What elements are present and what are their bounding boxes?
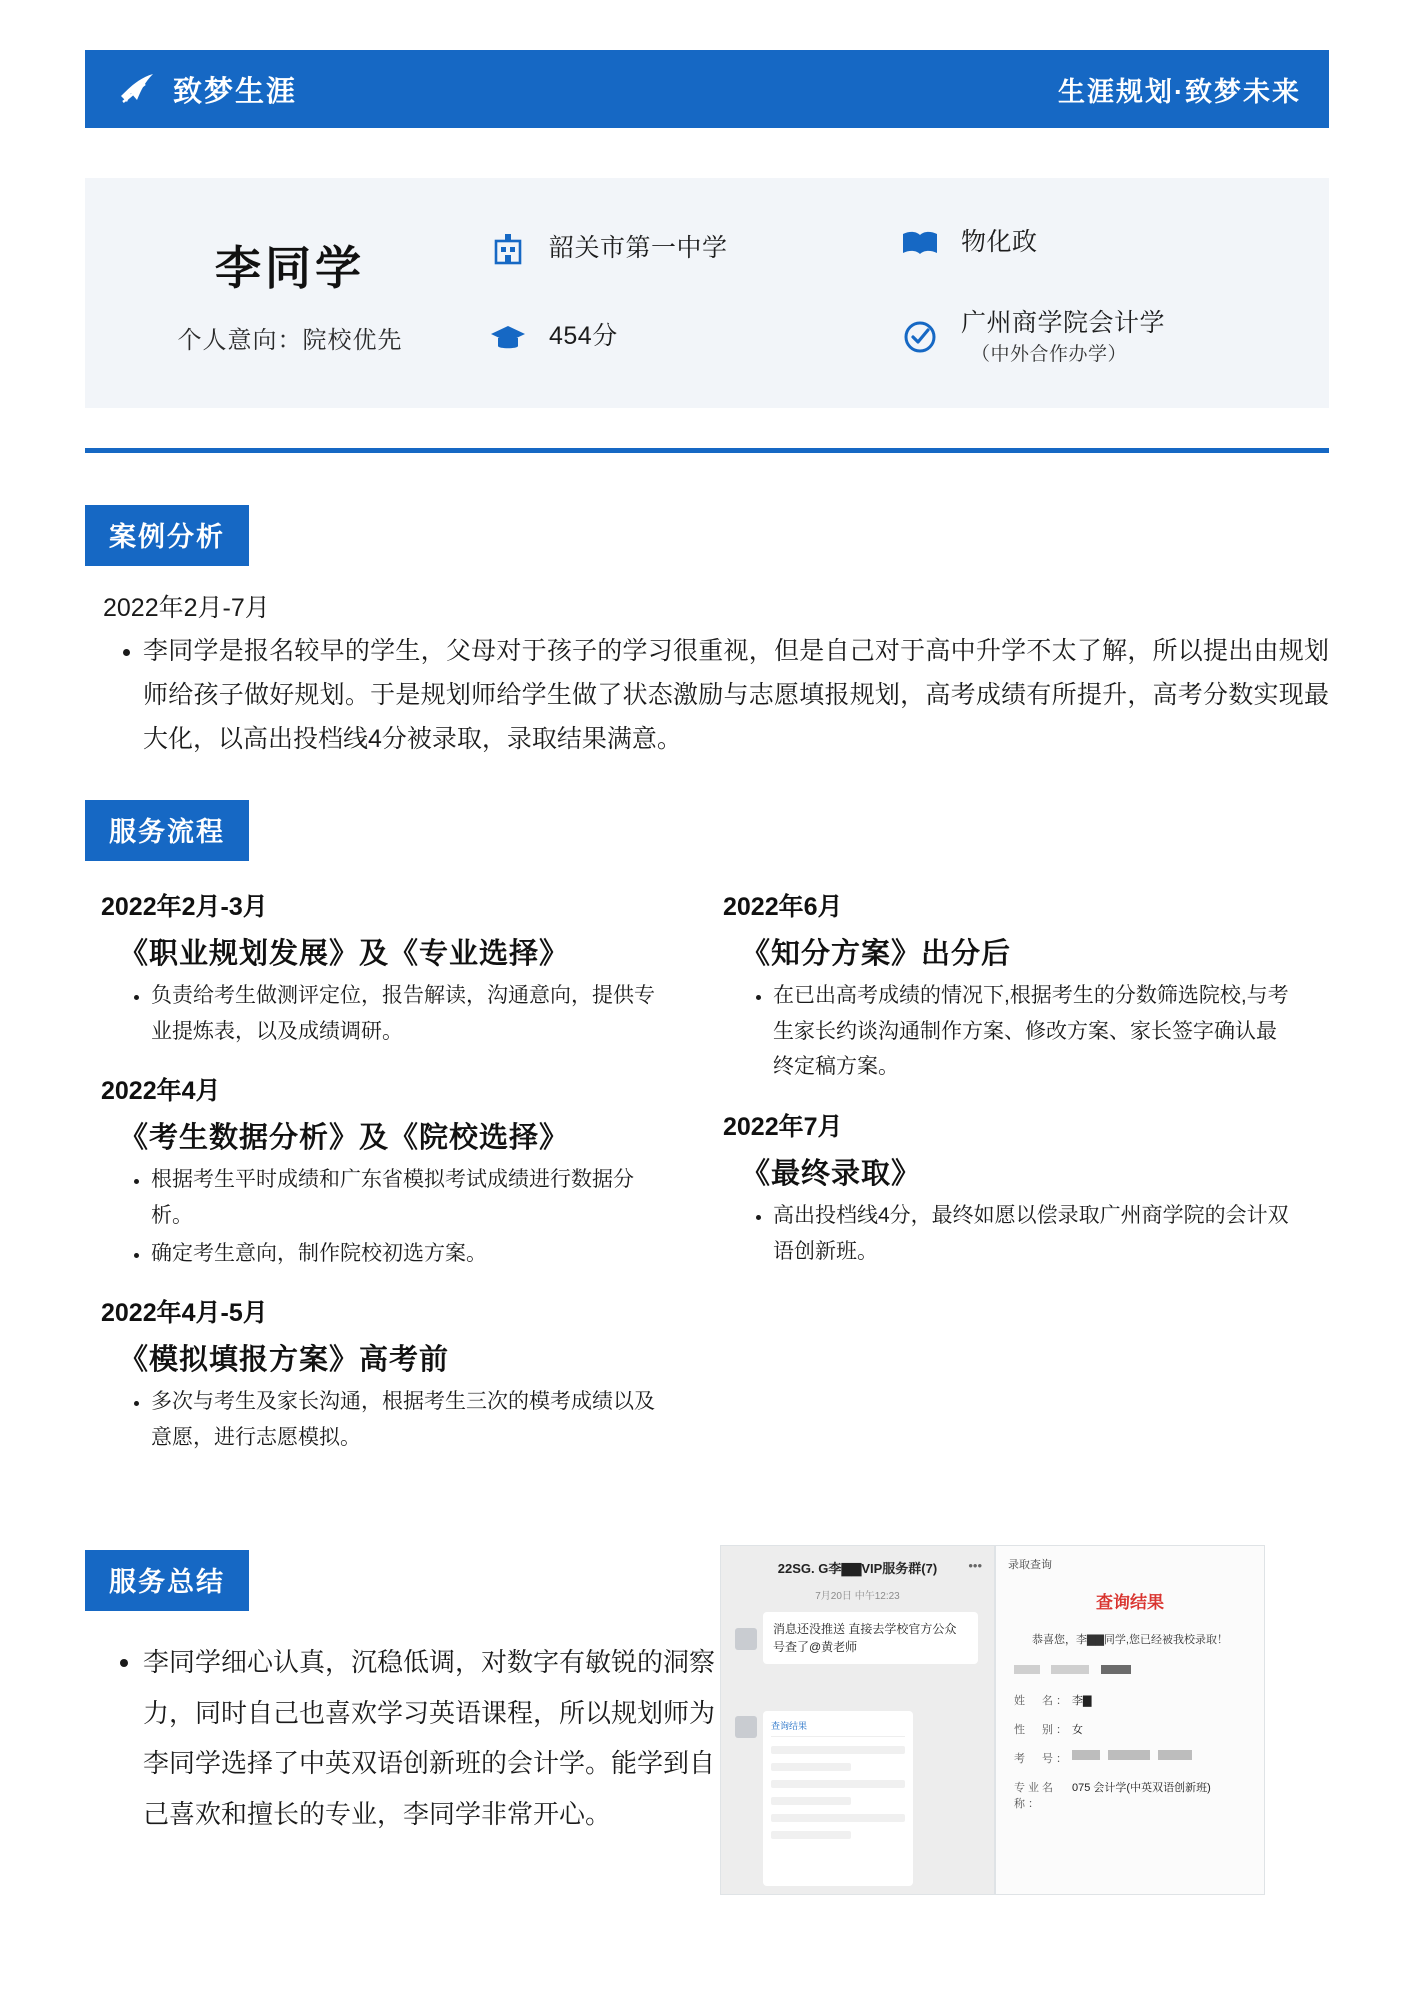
redaction-bar <box>1158 1750 1192 1760</box>
info-major-sub: （中外合作办学） <box>971 343 1128 365</box>
field-key: 考 号： <box>1014 1753 1070 1765</box>
graduation-cap-icon <box>485 314 531 360</box>
stage-points <box>85 978 667 1049</box>
profile-panel <box>85 178 1329 408</box>
case-analysis-bullets <box>85 630 1329 761</box>
stage-title: 《模拟填报方案》高考前 <box>119 1344 450 1377</box>
stage-title: 《知分方案》出分后 <box>741 938 1012 970</box>
redaction-bar <box>1014 1665 1040 1674</box>
info-school-text: 韶关市第一中学 <box>549 234 728 263</box>
result-congrats: 恭喜您，李▇▇同学,您已经被我校录取！ <box>1032 1634 1228 1646</box>
result-field-name <box>1014 1692 1246 1708</box>
info-subjects-text: 物化政 <box>961 227 1038 256</box>
chat-card-row <box>771 1746 905 1754</box>
list-item: • 确定考生意向，制作院校初选方案。 <box>151 1236 667 1272</box>
stage-points <box>85 1162 667 1271</box>
stage-date: 2022年4月 <box>101 1077 221 1106</box>
result-field-examno <box>1014 1750 1246 1766</box>
header-slogan: 生涯规划·致梦未来 <box>1058 76 1301 107</box>
profile-identity <box>85 232 485 355</box>
list-item: • 高出投档线4分，最终如愿以偿录取广州商学院的会计双语创新班。 <box>773 1198 1289 1269</box>
stage-title: 《职业规划发展》及《专业选择》 <box>119 938 570 970</box>
info-subjects <box>897 220 1309 266</box>
service-flow-section <box>85 800 1329 1478</box>
screenshot-gallery <box>720 1545 1265 1895</box>
list-item: • 李同学是报名较早的学生，父母对于孩子的学习很重视，但是自己对于高中升学不太了解，所以提出由规划师给孩子做好规划。于是规划师给学生做了状态激励与志愿填报规划，高考成绩有所提升，高考分数实现最大化，以高出投档线4分被录取，录取结果满意。 <box>143 630 1329 761</box>
field-key: 专业名称： <box>1014 1782 1056 1810</box>
ellipsis-icon: ••• <box>968 1558 982 1573</box>
service-summary-text <box>85 1637 725 1840</box>
chat-screenshot <box>720 1545 995 1895</box>
service-flow-label: 服务流程 <box>85 800 249 861</box>
swoosh-logo-icon <box>115 66 161 112</box>
service-flow-columns <box>85 887 1329 1478</box>
list-item: • 多次与考生及家长沟通，根据考生三次的模考成绩以及意愿，进行志愿模拟。 <box>151 1384 667 1455</box>
redaction-bar <box>1051 1665 1089 1674</box>
stage-title: 《考生数据分析》及《院校选择》 <box>119 1122 570 1155</box>
check-circle-icon <box>897 314 943 360</box>
stage-date: 2022年7月 <box>723 1113 843 1142</box>
redaction-bar <box>1101 1665 1131 1674</box>
field-value: 李▇ <box>1072 1695 1092 1707</box>
profile-info-col-left <box>485 220 897 367</box>
section-divider <box>85 448 1329 453</box>
redaction-bar <box>1108 1750 1150 1760</box>
profile-info-col-right <box>897 220 1309 367</box>
field-value: 女 <box>1072 1724 1083 1736</box>
chat-card-row <box>771 1814 905 1822</box>
stage-4 <box>707 887 1289 1085</box>
profile-info-grid <box>485 220 1329 367</box>
student-intent: 个人意向：院校优先 <box>177 326 403 354</box>
stage-date: 2022年4月-5月 <box>101 1299 268 1328</box>
stage-2 <box>85 1071 667 1271</box>
chat-card-row <box>771 1780 905 1788</box>
stage-points <box>707 978 1289 1085</box>
service-summary-label: 服务总结 <box>85 1550 249 1611</box>
stage-5 <box>707 1107 1289 1269</box>
info-score-text: 454分 <box>549 322 618 351</box>
result-field-major <box>1014 1779 1246 1811</box>
stage-1 <box>85 887 667 1049</box>
avatar <box>735 1716 757 1738</box>
chat-group-title: 22SG. G李▇▇VIP服务群(7) <box>777 1561 938 1576</box>
header-bar <box>85 50 1329 128</box>
case-analysis-section <box>85 505 1329 765</box>
result-redacted-row <box>1014 1661 1246 1679</box>
list-item: • 负责给考生做测评定位，报告解读，沟通意向，提供专业提炼表，以及成绩调研。 <box>151 978 667 1049</box>
field-key: 性 别： <box>1014 1724 1070 1736</box>
chat-message: 消息还没推送 直接去学校官方公众号查了@黄老师 <box>763 1612 978 1664</box>
avatar <box>735 1628 757 1650</box>
brand <box>115 66 297 112</box>
chat-card <box>763 1711 913 1886</box>
service-flow-col-right <box>707 887 1289 1478</box>
chat-card-header: 查询结果 <box>771 1719 905 1737</box>
info-major-main: 广州商学院会计学 <box>961 308 1166 337</box>
result-page-head: 录取查询 <box>1008 1559 1052 1571</box>
stage-title: 《最终录取》 <box>741 1158 922 1191</box>
school-building-icon <box>485 226 531 272</box>
chat-card-row <box>771 1797 851 1805</box>
list-item: • 在已出高考成绩的情况下,根据考生的分数筛选院校,与考生家长约谈沟通制作方案、修改方案、家长签字确认最终定稿方案。 <box>773 978 1289 1085</box>
service-summary-bullets <box>85 1637 725 1840</box>
info-major-text <box>961 308 1165 367</box>
chat-card-row <box>771 1831 851 1839</box>
field-key: 姓 名： <box>1014 1695 1070 1707</box>
stage-date: 2022年6月 <box>723 893 843 921</box>
stage-points <box>85 1384 667 1455</box>
open-book-icon <box>897 220 943 266</box>
brand-name: 致梦生涯 <box>173 75 298 108</box>
field-value: 075 会计学(中英双语创新班) <box>1072 1782 1211 1794</box>
chat-card-row <box>771 1763 851 1771</box>
info-school <box>485 226 897 272</box>
redaction-bar <box>1072 1750 1100 1760</box>
case-analysis-label: 案例分析 <box>85 505 249 566</box>
result-field-gender <box>1014 1721 1246 1737</box>
student-name: 李同学 <box>215 241 365 294</box>
stage-3 <box>85 1293 667 1455</box>
admission-result-screenshot <box>995 1545 1265 1895</box>
stage-points <box>707 1198 1289 1269</box>
result-title: 查询结果 <box>1096 1593 1164 1612</box>
list-item: • 根据考生平时成绩和广东省模拟考试成绩进行数据分析。 <box>151 1162 667 1233</box>
stage-date: 2022年2月-3月 <box>101 893 268 921</box>
service-flow-col-left <box>85 887 667 1478</box>
info-major <box>897 308 1309 367</box>
case-analysis-date: 2022年2月-7月 <box>103 594 270 622</box>
info-score <box>485 314 897 360</box>
list-item: • 李同学细心认真，沉稳低调，对数字有敏锐的洞察力，同时自己也喜欢学习英语课程，所以规划师为李同学选择了中英双语创新班的会计学。能学到自己喜欢和擅长的专业，李同学非常开心。 <box>143 1637 725 1840</box>
chat-timestamp: 7月20日 中午12:23 <box>815 1591 900 1602</box>
